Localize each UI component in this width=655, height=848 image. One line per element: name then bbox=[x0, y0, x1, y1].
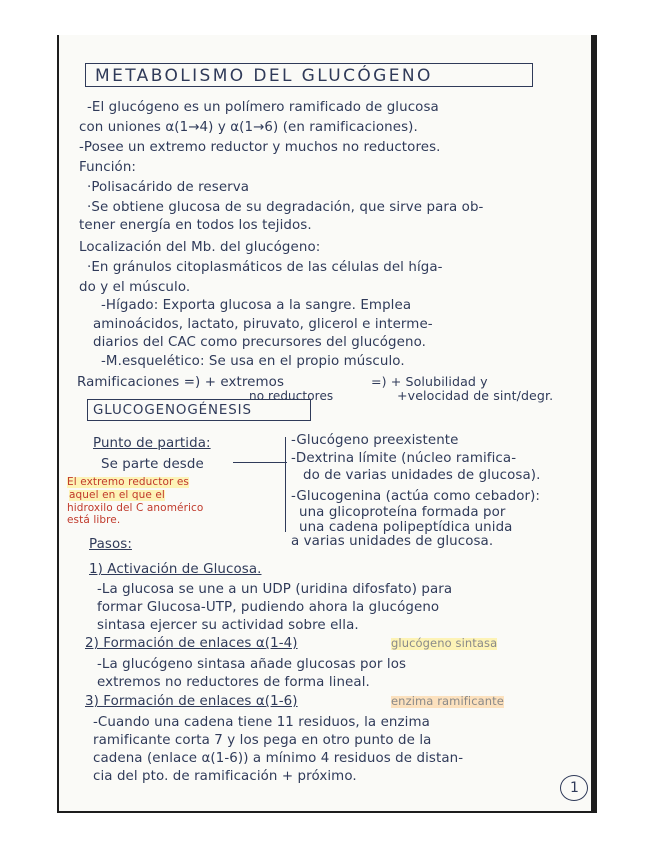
option-line: do de varias unidades de glucosa). bbox=[303, 468, 541, 483]
ramificaciones-text: +velocidad de sint/degr. bbox=[397, 388, 554, 403]
margin-note: hidroxilo del C anomérico bbox=[67, 502, 204, 514]
paso-enzyme: glucógeno sintasa bbox=[391, 636, 498, 650]
option-line: -Dextrina límite (núcleo ramifica- bbox=[291, 451, 517, 466]
funcion-line: ·Polisacárido de reserva bbox=[87, 180, 250, 195]
page-number: 1 bbox=[570, 780, 579, 796]
intro-line: -El glucógeno es un polímero ramificado de glucosa bbox=[87, 100, 439, 115]
ramificaciones-text: =) + Solubilidad y bbox=[371, 374, 488, 389]
margin-note: está libre. bbox=[67, 514, 121, 526]
notebook-page bbox=[57, 35, 597, 813]
intro-line: con uniones α(1→4) y α(1→6) (en ramificaciones). bbox=[79, 120, 418, 135]
section-heading: GLUCOGENOGÉNESIS bbox=[93, 403, 252, 418]
option-line: -Glucógeno preexistente bbox=[291, 433, 459, 448]
paso-line: -La glucógeno sintasa añade glucosas por los bbox=[97, 657, 407, 672]
localizacion-heading: Localización del Mb. del glucógeno: bbox=[79, 240, 321, 255]
option-line: a varias unidades de glucosa. bbox=[291, 534, 494, 549]
option-line: una cadena polipeptídica unida bbox=[299, 520, 513, 535]
punto-heading: Punto de partida: bbox=[93, 436, 211, 451]
connector-line bbox=[233, 462, 287, 463]
paso-title: 2) Formación de enlaces α(1-4) bbox=[85, 636, 298, 651]
paso-title: 1) Activación de Glucosa. bbox=[89, 562, 262, 577]
ramificaciones-text: Ramificaciones =) + extremos bbox=[77, 375, 285, 390]
option-line: una glicoproteína formada por bbox=[299, 505, 506, 520]
paso-line: cia del pto. de ramificación + próximo. bbox=[93, 769, 357, 784]
localizacion-line: diarios del CAC como precursores del glucógeno. bbox=[93, 335, 426, 350]
paso-line: cadena (enlace α(1-6)) a mínimo 4 residuos de distan- bbox=[93, 751, 464, 766]
funcion-line: tener energía en todos los tejidos. bbox=[79, 218, 312, 233]
paso-line: ramificante corta 7 y los pega en otro punto de la bbox=[93, 733, 432, 748]
option-line: -Glucogenina (actúa como cebador): bbox=[291, 489, 541, 504]
ramificaciones-text: no reductores bbox=[249, 389, 334, 403]
paso-line: formar Glucosa-UTP, pudiendo ahora la glucógeno bbox=[97, 600, 440, 615]
margin-note: El extremo reductor es bbox=[67, 476, 189, 488]
margin-note: aquel en el que el bbox=[69, 489, 165, 501]
paso-enzyme: enzima ramificante bbox=[391, 694, 504, 708]
localizacion-line: -M.esquelético: Se usa en el propio músculo. bbox=[101, 354, 405, 369]
paso-line: sintasa ejercer su actividad sobre ella. bbox=[97, 618, 359, 633]
paso-line: -La glucosa se une a un UDP (uridina difosfato) para bbox=[97, 582, 453, 597]
funcion-heading: Función: bbox=[79, 160, 137, 175]
localizacion-line: do y el músculo. bbox=[79, 280, 191, 295]
pasos-heading: Pasos: bbox=[89, 537, 132, 552]
paso-line: -Cuando una cadena tiene 11 residuos, la enzima bbox=[93, 715, 430, 730]
localizacion-line: aminoácidos, lactato, piruvato, glicerol e interme- bbox=[93, 317, 433, 332]
intro-line: -Posee un extremo reductor y muchos no reductores. bbox=[79, 140, 441, 155]
localizacion-line: -Hígado: Exporta glucosa a la sangre. Emplea bbox=[101, 298, 412, 313]
paso-title: 3) Formación de enlaces α(1-6) bbox=[85, 694, 298, 709]
paso-line: extremos no reductores de forma lineal. bbox=[97, 675, 370, 690]
se-parte-text: Se parte desde bbox=[101, 457, 204, 472]
localizacion-line: ·En gránulos citoplasmáticos de las células del híga- bbox=[87, 260, 443, 275]
page-title: METABOLISMO DEL GLUCÓGENO bbox=[95, 66, 433, 86]
funcion-line: ·Se obtiene glucosa de su degradación, que sirve para ob- bbox=[87, 200, 484, 215]
